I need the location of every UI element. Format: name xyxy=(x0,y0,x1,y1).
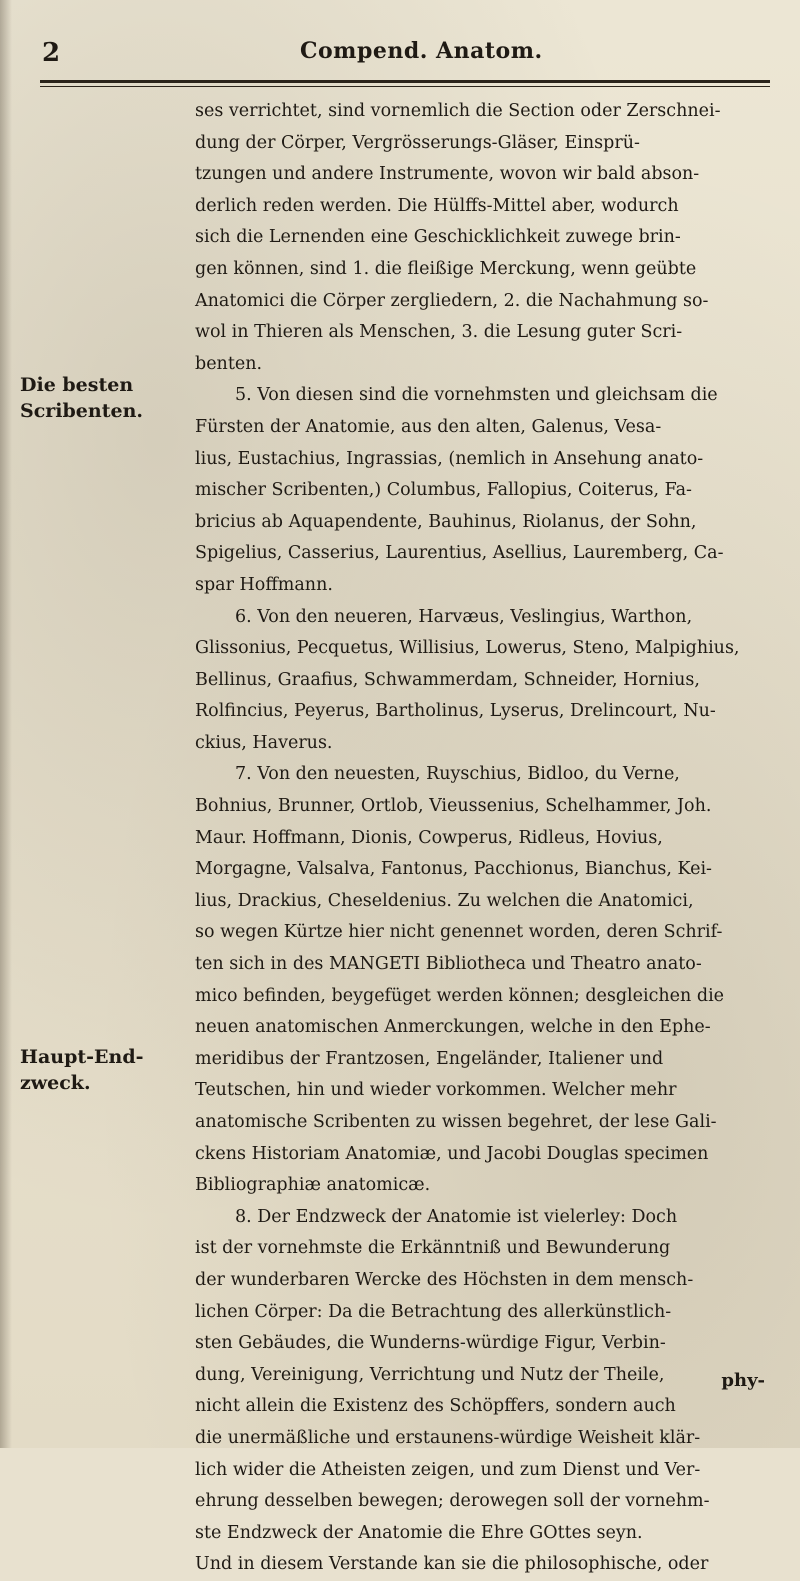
text-line: Glissonius, Pecquetus, Willisius, Lowerus, Steno, Malpighius, xyxy=(195,638,740,659)
text-line: Rolfincius, Peyerus, Bartholinus, Lyserus, Drelincourt, Nu- xyxy=(195,701,716,722)
text-line: spar Hoffmann. xyxy=(195,574,333,595)
text-line: 8. Der Endzweck der Anatomie ist vielerley: Doch xyxy=(235,1206,678,1227)
margin-note-best-writers: Die besten Scribenten. xyxy=(20,374,143,422)
text-line: nicht allein die Existenz des Schöpffers, sondern auch xyxy=(195,1396,676,1417)
text-line: Spigelius, Casserius, Laurentius, Asellius, Lauremberg, Ca- xyxy=(195,543,724,564)
margin-note-main-purpose: Haupt-End-zweck. xyxy=(20,1046,144,1094)
text-line: sten Gebäudes, die Wunderns-würdige Figur, Verbin- xyxy=(195,1333,666,1354)
text-line: lichen Cörper: Da die Betrachtung des allerkünstlich- xyxy=(195,1301,672,1322)
text-line: Bibliographiæ anatomicæ. xyxy=(195,1175,431,1196)
text-line: Morgagne, Valsalva, Fantonus, Pacchionus, Bianchus, Kei- xyxy=(195,859,712,880)
text-line: die unermäßliche und erstaunens-würdige Weisheit klär- xyxy=(195,1427,701,1448)
text-line: anatomische Scribenten zu wissen begehret, der lese Gali- xyxy=(195,1112,717,1132)
text-line: 5. Von diesen sind die vornehmsten und gleichsam die xyxy=(235,385,718,406)
text-line: Bellinus, Graafius, Schwammerdam, Schneider, Hornius, xyxy=(195,669,700,690)
text-line: bricius ab Aquapendente, Bauhinus, Riolanus, der Sohn, xyxy=(195,511,697,532)
text-line: tzungen und andere Instrumente, wovon wir bald abson- xyxy=(195,164,700,185)
text-line: neuen anatomischen Anmerckungen, welche in den Ephe- xyxy=(195,1017,711,1038)
text-line: Teutschen, hin und wieder vorkommen. Welcher mehr xyxy=(195,1080,677,1101)
text-line: dung, Vereinigung, Verrichtung und Nutz der Theile, xyxy=(195,1364,665,1385)
text-line: ehrung desselben bewegen; derowegen soll der vornehm- xyxy=(195,1491,710,1512)
page-number: 2 xyxy=(42,38,61,68)
text-line: 6. Von den neueren, Harvæus, Veslingius, Warthon, xyxy=(235,606,693,627)
margin-notes xyxy=(0,0,190,1448)
text-line: der wunderbaren Wercke des Höchsten in dem mensch- xyxy=(195,1269,694,1290)
text-line: derlich reden werden. Die Hülffs-Mittel aber, wodurch xyxy=(195,195,679,216)
text-line: Anatomici die Cörper zergliedern, 2. die Nachahmung so- xyxy=(195,290,709,311)
text-line: Und in diesem Verstande kan sie die philosophische, oder xyxy=(195,1554,709,1575)
text-line: lich wider die Atheisten zeigen, und zum Dienst und Ver- xyxy=(195,1459,701,1480)
text-line: mico befinden, beygefüget werden können; desgleichen die xyxy=(195,985,725,1006)
text-line: benten. xyxy=(195,353,263,374)
text-line: Bohnius, Brunner, Ortlob, Vieussenius, Schelhammer, Joh. xyxy=(195,796,712,817)
text-line: meridibus der Frantzosen, Engeländer, Italiener und xyxy=(195,1048,664,1069)
text-line: so wegen Kürtze hier nicht genennet worden, deren Schrif- xyxy=(195,922,723,943)
text-line: ist der vornehmste die Erkänntniß und Bewunderung xyxy=(195,1238,671,1259)
text-line: ten sich in des MANGETI Bibliotheca und Theatro anato- xyxy=(195,954,702,975)
text-line: ckens Historiam Anatomiæ, und Jacobi Douglas specimen xyxy=(195,1143,709,1164)
text-line: wol in Thieren als Menschen, 3. die Lesung guter Scri- xyxy=(195,322,683,343)
body-text xyxy=(195,96,780,1581)
text-line: gen können, sind 1. die fleißige Merckung, wenn geübte xyxy=(195,258,697,279)
text-line: ckius, Haverus. xyxy=(195,732,333,753)
text-line: Maur. Hoffmann, Dionis, Cowperus, Ridleus, Hovius, xyxy=(195,827,663,848)
text-line: dung der Cörper, Vergrösserungs-Gläser, Einsprü- xyxy=(195,132,640,153)
running-head: Compend. Anatom. xyxy=(300,38,543,64)
text-line: lius, Drackius, Cheseldenius. Zu welchen die Anatomici, xyxy=(195,890,694,911)
text-line: Fürsten der Anatomie, aus den alten, Galenus, Vesa- xyxy=(195,416,662,437)
text-line: ste Endzweck der Anatomie die Ehre GOttes seyn. xyxy=(195,1522,643,1543)
text-line: 7. Von den neuesten, Ruyschius, Bidloo, du Verne, xyxy=(235,764,680,785)
text-line: sich die Lernenden eine Geschicklichkeit zuwege brin- xyxy=(195,227,681,248)
text-line: mischer Scribenten,) Columbus, Fallopius, Coiterus, Fa- xyxy=(195,480,692,501)
text-line: ses verrichtet, sind vornemlich die Section oder Zerschnei- xyxy=(195,101,721,121)
text-line: lius, Eustachius, Ingrassias, (nemlich in Ansehung anato- xyxy=(195,448,704,469)
catchword: phy- xyxy=(721,1370,765,1391)
